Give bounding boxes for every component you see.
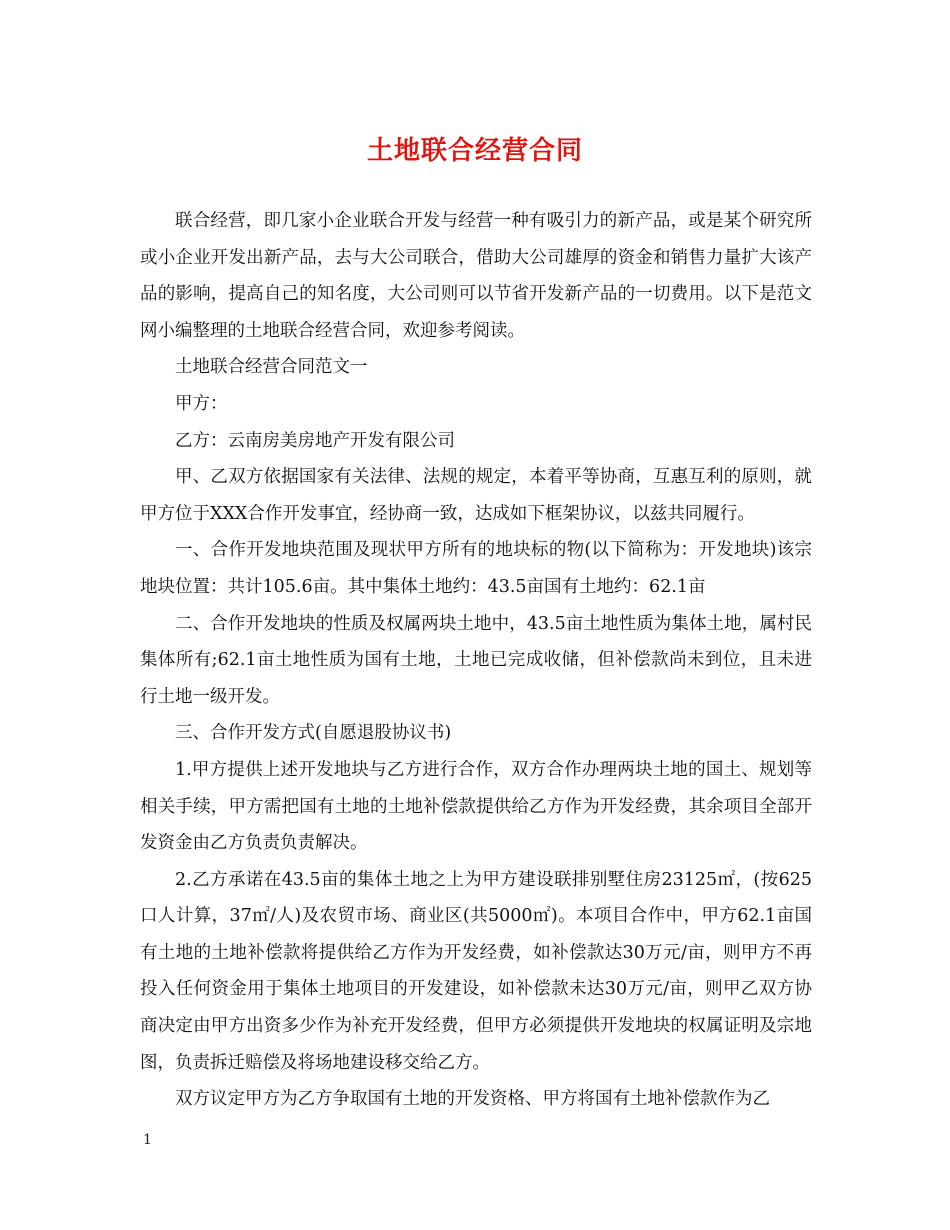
paragraph-continued: 双方议定甲方为乙方争取国有土地的开发资格、甲方将国有土地补偿款作为乙 bbox=[175, 1089, 770, 1110]
paragraph-clause-3-item-1: 1.甲方提供上述开发地块与乙方进行合作，双方合作办理两块土地的国土、规划等相关手续，甲方需把国有土地的土地补偿款提供给乙方作为开发经费，其余项目全部开发资金由乙方负责负责解决。 bbox=[140, 759, 812, 854]
paragraph-preamble: 甲、乙双方依据国家有关法律、法规的规定，本着平等协商，互惠互利的原则，就甲方位于XXX合作开发事宜，经协商一致，达成如下框架协议，以兹共同履行。 bbox=[140, 467, 812, 524]
paragraph-clause-2: 二、合作开发地块的性质及权属两块土地中，43.5亩土地性质为集体土地，属村民集体所有;62.1亩土地性质为国有土地，土地已完成收储，但补偿款尚未到位，且未进行土地一级开发。 bbox=[140, 613, 812, 707]
paragraph-clause-3-item-2: 2.乙方承诺在43.5亩的集体土地之上为甲方建设联排别墅住房23125㎡，(按625口人计算，37㎡/人)及农贸市场、商业区(共5000㎡)。本项目合作中，甲方62.1亩国有土地的土地补偿款将提供给乙方作为开发经费，如补偿款达30万元/亩，则甲方不再投入任何资金用于集体土地项目的开发建设，如补偿款未达30万元/亩，则甲乙双方协商决定由甲方出资多少作为补充开发经费，但甲方必须提供开发地块的权属证明及宗地图，负责拆迁赔偿及将场地建设移交给乙方。 bbox=[140, 869, 812, 1073]
page-number: 1 bbox=[143, 1132, 152, 1148]
document-body bbox=[140, 203, 812, 1118]
paragraph-party-a: 甲方： bbox=[175, 393, 228, 414]
paragraph-sample-heading: 土地联合经营合同范文一 bbox=[175, 357, 368, 378]
paragraph-clause-1: 一、合作开发地块范围及现状甲方所有的地块标的物(以下简称为：开发地块)该宗地块位置：共计105.6亩。其中集体土地约：43.5亩国有土地约：62.1亩 bbox=[140, 540, 812, 597]
document-title: 土地联合经营合同 bbox=[366, 136, 583, 166]
paragraph-clause-3-heading: 三、合作开发方式(自愿退股协议书) bbox=[175, 723, 452, 744]
paragraph-intro: 联合经营，即几家小企业联合开发与经营一种有吸引力的新产品，或是某个研究所或小企业开发出新产品，去与大公司联合，借助大公司雄厚的资金和销售力量扩大该产品的影响，提高自己的知名度，大公司则可以节省开发新产品的一切费用。以下是范文网小编整理的土地联合经营合同，欢迎参考阅读。 bbox=[140, 211, 812, 341]
paragraph-party-b: 乙方：云南房美房地产开发有限公司 bbox=[175, 430, 455, 451]
